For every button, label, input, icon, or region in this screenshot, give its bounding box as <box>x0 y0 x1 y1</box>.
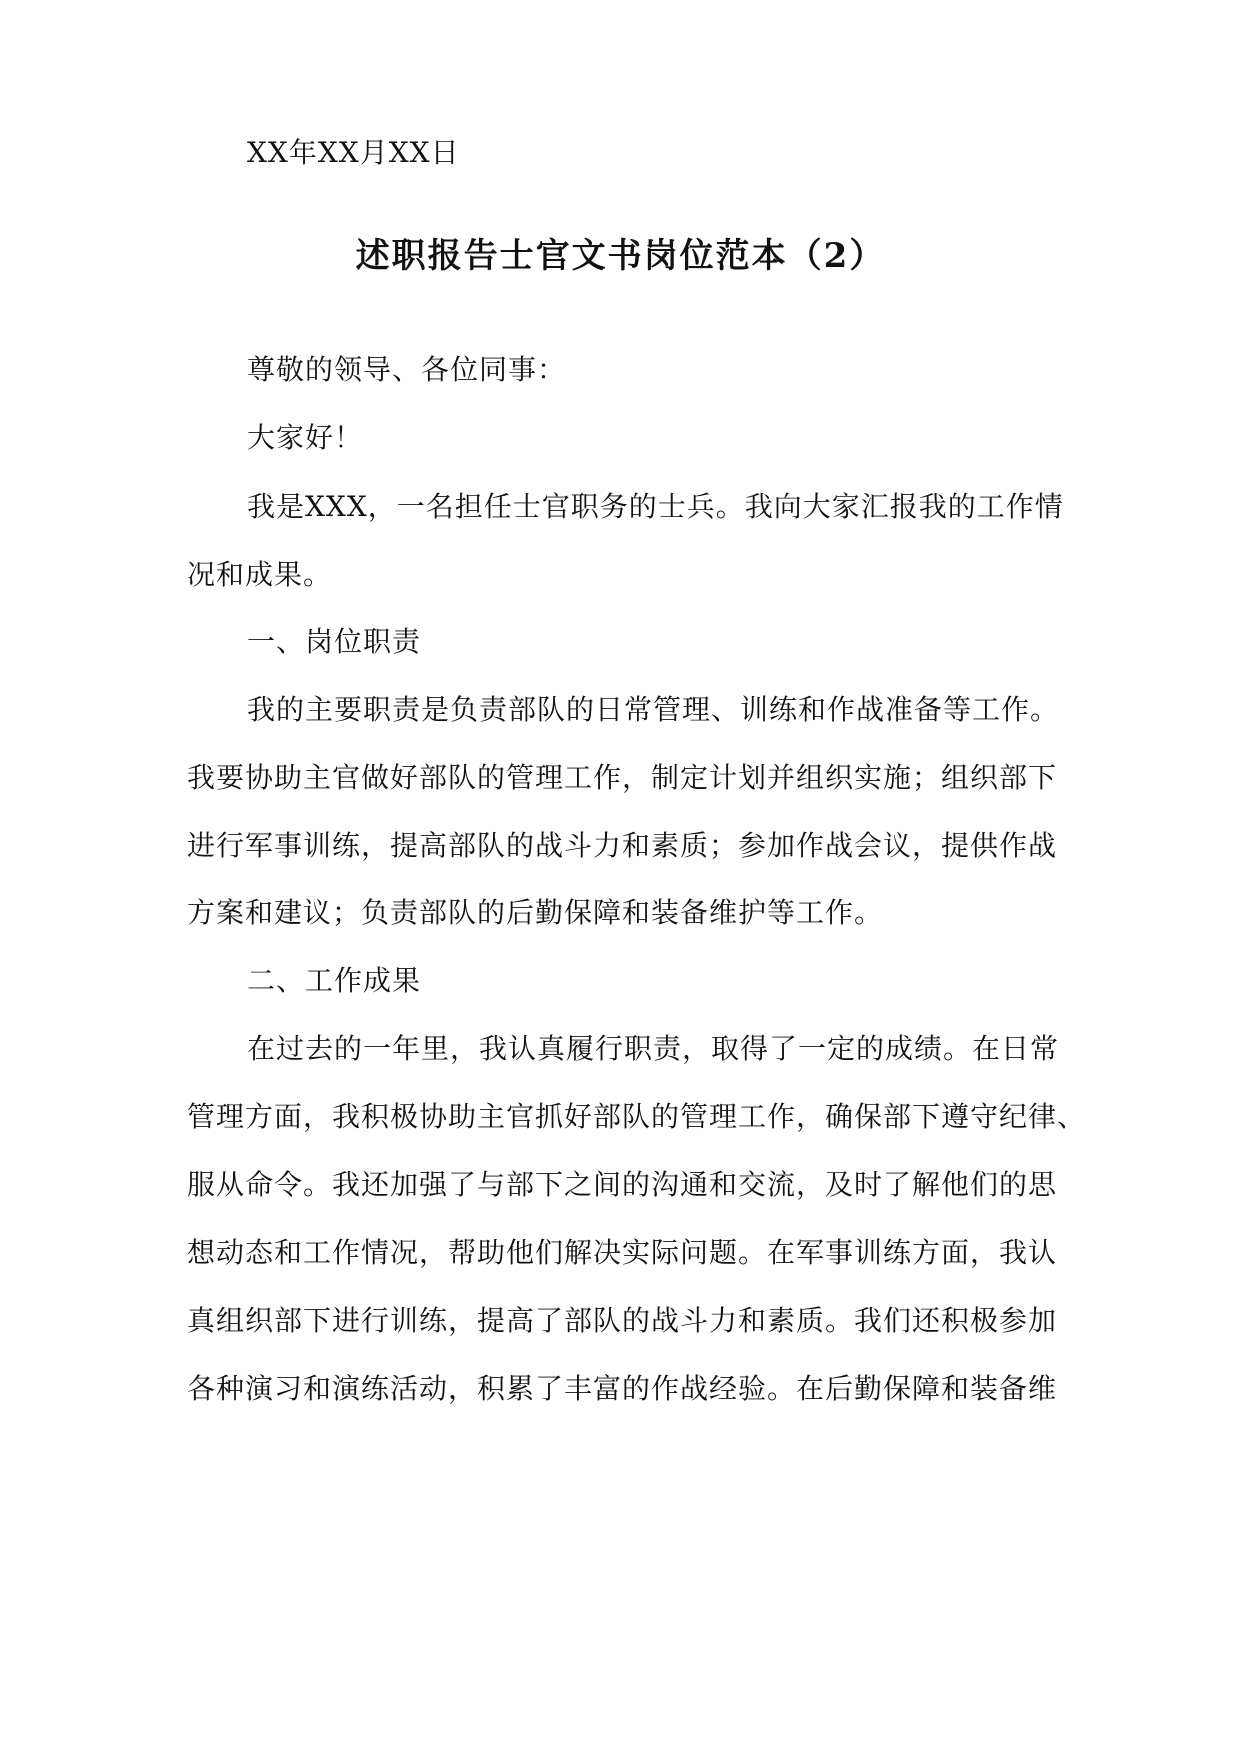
body-line: 服从命令。我还加强了与部下之间的沟通和交流，及时了解他们的思 <box>187 1168 1058 1201</box>
salutation: 尊敬的领导、各位同事： <box>247 353 567 386</box>
body-line: 进行军事训练，提高部队的战斗力和素质；参加作战会议，提供作战 <box>187 829 1058 862</box>
body-line: 各种演习和演练活动，积累了丰富的作战经验。在后勤保障和装备维 <box>187 1372 1058 1405</box>
section-heading: 二、工作成果 <box>247 964 422 997</box>
intro-line: 况和成果。 <box>187 558 333 591</box>
intro-line: 我是XXX，一名担任士官职务的士兵。我向大家汇报我的工作情 <box>247 490 1064 523</box>
body-line: 我要协助主官做好部队的管理工作，制定计划并组织实施；组织部下 <box>187 761 1058 794</box>
body-line: 真组织部下进行训练，提高了部队的战斗力和素质。我们还积极参加 <box>187 1304 1058 1337</box>
section-heading: 一、岗位职责 <box>247 625 422 658</box>
greeting: 大家好！ <box>247 421 364 454</box>
body-line: 在过去的一年里，我认真履行职责，取得了一定的成绩。在日常 <box>247 1032 1060 1065</box>
body-line: 我的主要职责是负责部队的日常管理、训练和作战准备等工作。 <box>247 693 1060 726</box>
body-line: 方案和建议；负责部队的后勤保障和装备维护等工作。 <box>187 896 884 929</box>
page-title: 述职报告士官文书岗位范本（2） <box>355 236 886 276</box>
date-line: XX年XX月XX日 <box>247 136 460 169</box>
body-line: 想动态和工作情况，帮助他们解决实际问题。在军事训练方面，我认 <box>187 1236 1058 1269</box>
body-line: 管理方面，我积极协助主官抓好部队的管理工作，确保部下遵守纪律、 <box>187 1100 1087 1133</box>
